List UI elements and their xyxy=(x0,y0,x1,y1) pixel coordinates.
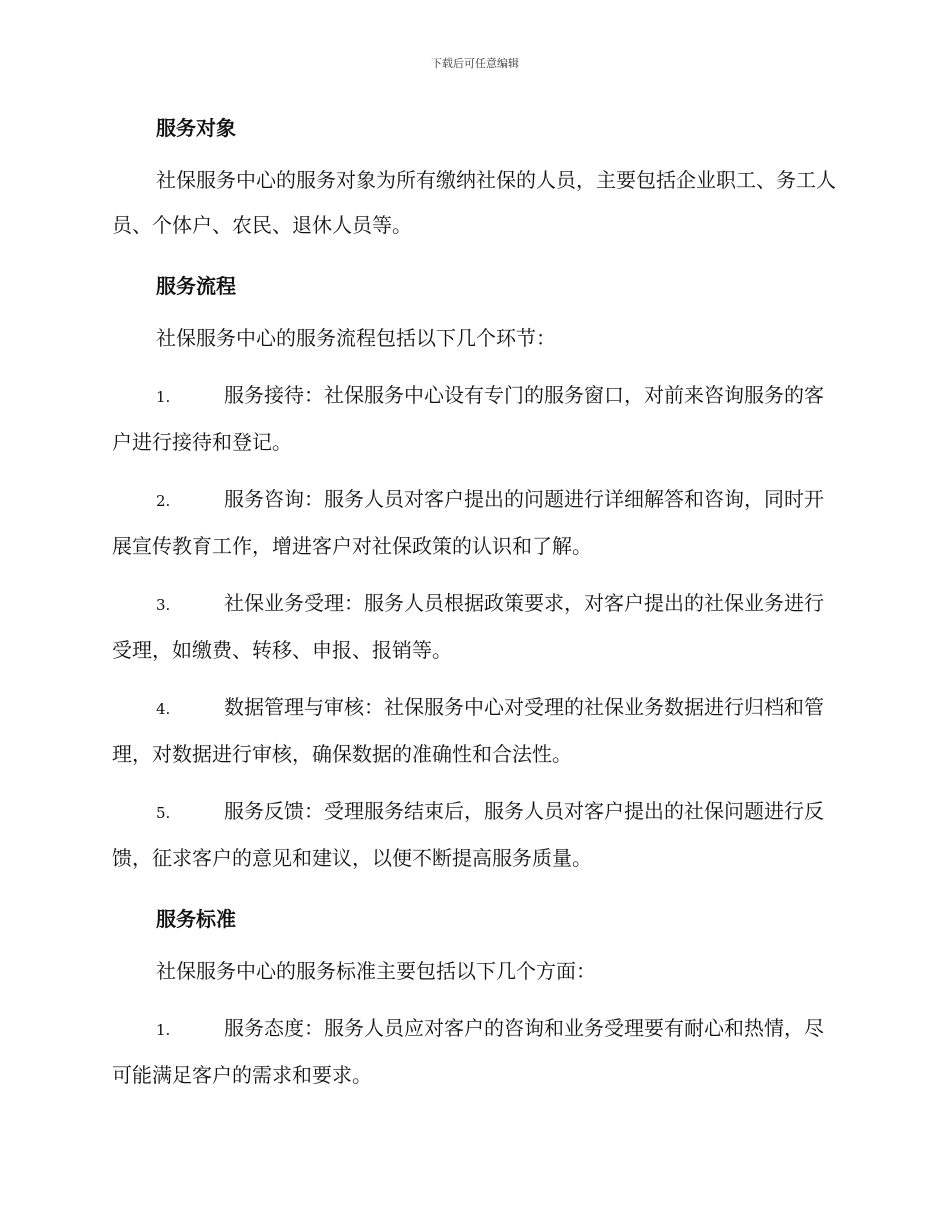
list-item xyxy=(112,581,836,673)
list-item-number: 5. xyxy=(156,804,171,822)
paragraph-process-intro: 社保服务中心的服务流程包括以下几个环节： xyxy=(156,326,556,350)
list-item xyxy=(112,685,836,777)
list-item-number: 3. xyxy=(156,596,171,614)
list-item xyxy=(112,789,836,881)
paragraph-target: 社保服务中心的服务对象为所有缴纳社保的人员，主要包括企业职工、务工人员、个体户、农民、退休人员等。 xyxy=(112,168,836,237)
list-item-number: 4. xyxy=(156,700,171,718)
list-item-text: 服务反馈：受理服务结束后，服务人员对客户提出的社保问题进行反馈，征求客户的意见和建议，以便不断提高服务质量。 xyxy=(112,799,824,870)
list-item-number: 2. xyxy=(156,492,171,510)
paragraph-standard-intro: 社保服务中心的服务标准主要包括以下几个方面： xyxy=(156,959,596,983)
list-item-text: 服务态度：服务人员应对客户的咨询和业务受理要有耐心和热情，尽可能满足客户的需求和要求。 xyxy=(112,1016,824,1087)
list-item xyxy=(112,1006,836,1098)
list-item xyxy=(112,477,836,569)
page-header: 下载后可任意编辑 xyxy=(431,57,519,70)
section-heading-standard: 服务标准 xyxy=(156,907,236,931)
list-item-text: 数据管理与审核：社保服务中心对受理的社保业务数据进行归档和管理，对数据进行审核，确保数据的准确性和合法性。 xyxy=(112,695,824,766)
list-item xyxy=(112,373,836,465)
section-heading-target: 服务对象 xyxy=(156,116,236,140)
list-item-text: 社保业务受理：服务人员根据政策要求，对客户提出的社保业务进行受理，如缴费、转移、申报、报销等。 xyxy=(112,591,824,662)
list-item-text: 服务咨询：服务人员对客户提出的问题进行详细解答和咨询，同时开展宣传教育工作，增进客户对社保政策的认识和了解。 xyxy=(112,487,824,558)
list-item-number: 1. xyxy=(156,1021,171,1039)
list-item-number: 1. xyxy=(156,388,171,406)
section-heading-process: 服务流程 xyxy=(156,274,236,298)
list-item-text: 服务接待：社保服务中心设有专门的服务窗口，对前来咨询服务的客户进行接待和登记。 xyxy=(112,383,824,454)
document-body xyxy=(112,110,836,1098)
